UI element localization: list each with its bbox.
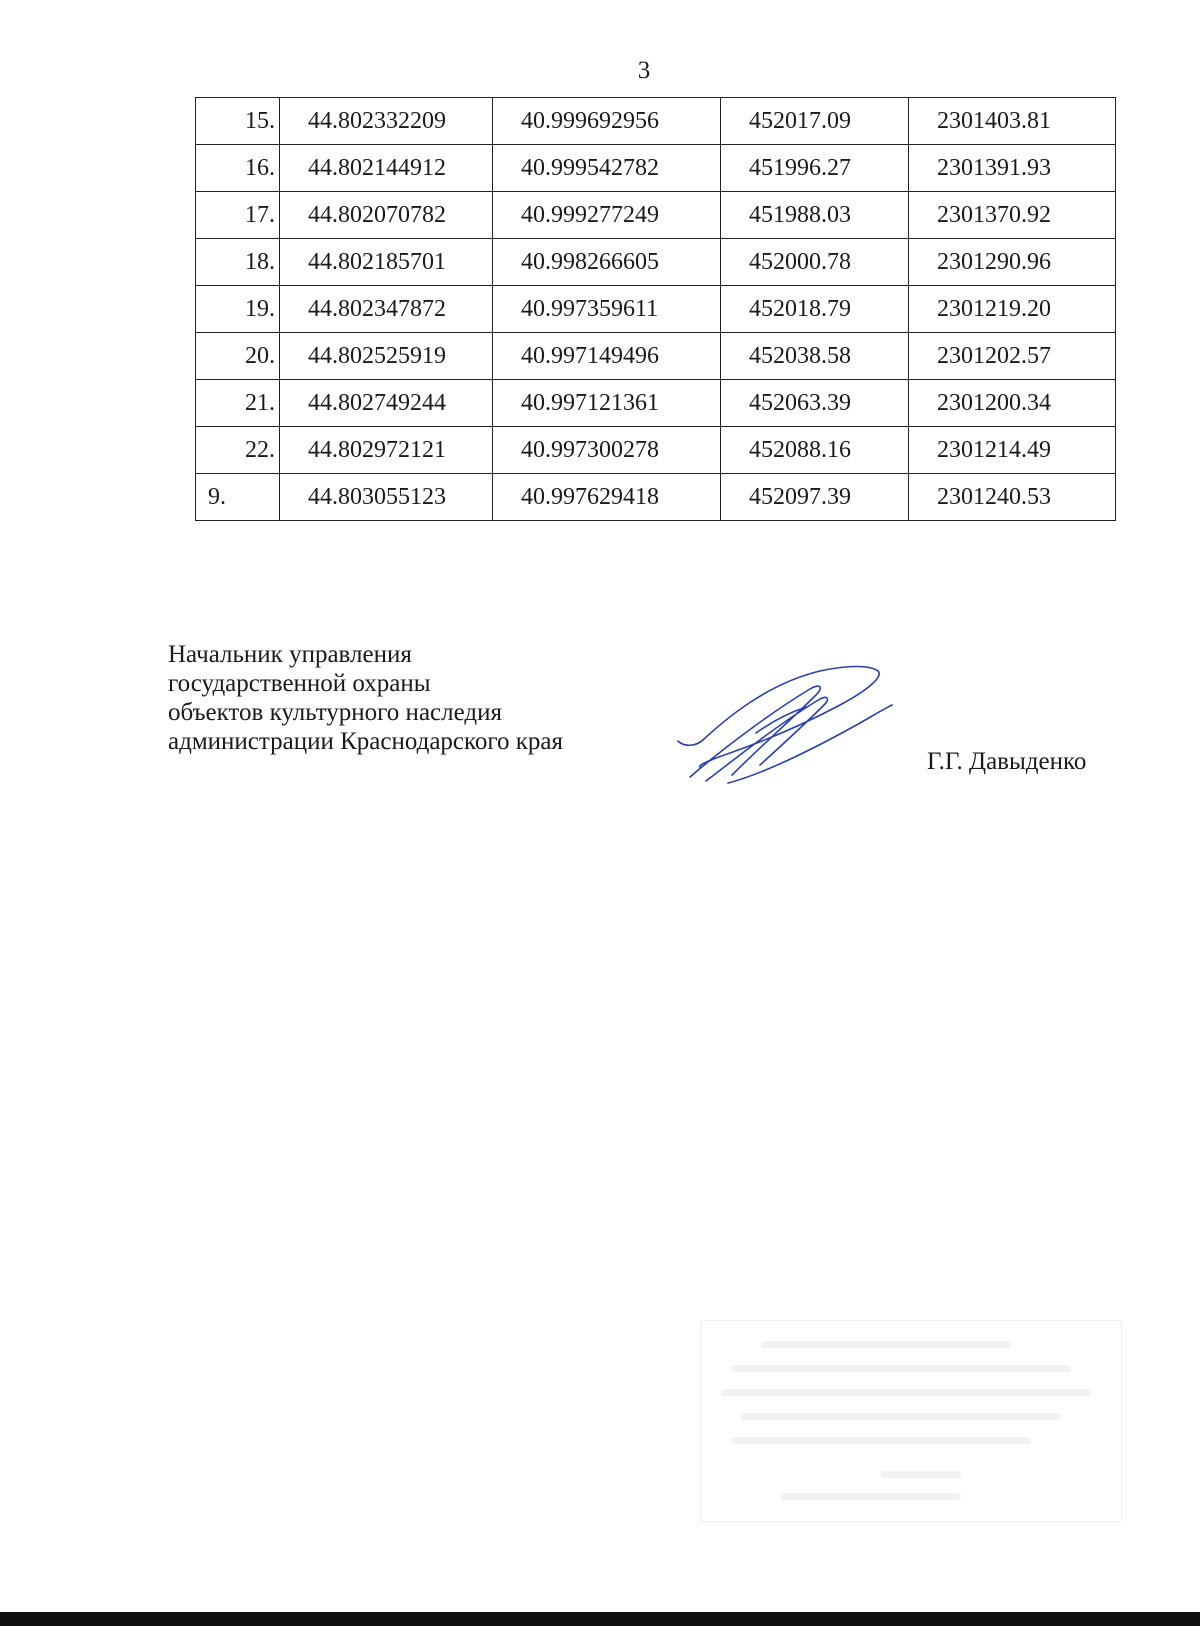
signer-name: Г.Г. Давыденко [927, 748, 1087, 775]
y-coordinate-cell: 2301240.53 [909, 474, 1116, 521]
latitude-cell: 44.802185701 [280, 239, 493, 286]
latitude-cell: 44.802070782 [280, 192, 493, 239]
longitude-cell: 40.997629418 [493, 474, 721, 521]
table-row [196, 380, 1116, 427]
longitude-cell: 40.998266605 [493, 239, 721, 286]
x-coordinate-cell: 452000.78 [721, 239, 909, 286]
latitude-cell: 44.802972121 [280, 427, 493, 474]
latitude-cell: 44.802144912 [280, 145, 493, 192]
table-row [196, 427, 1116, 474]
x-coordinate-cell: 452038.58 [721, 333, 909, 380]
longitude-cell: 40.999692956 [493, 98, 721, 145]
position-line: государственной охраны [168, 670, 431, 697]
latitude-cell: 44.802332209 [280, 98, 493, 145]
longitude-cell: 40.997300278 [493, 427, 721, 474]
point-number: 9. [196, 474, 280, 521]
longitude-cell: 40.999277249 [493, 192, 721, 239]
y-coordinate-cell: 2301403.81 [909, 98, 1116, 145]
y-coordinate-cell: 2301391.93 [909, 145, 1116, 192]
scan-edge [0, 1612, 1200, 1626]
point-number: 20. [196, 333, 280, 380]
point-number: 15. [196, 98, 280, 145]
point-number: 22. [196, 427, 280, 474]
y-coordinate-cell: 2301202.57 [909, 333, 1116, 380]
longitude-cell: 40.997359611 [493, 286, 721, 333]
y-coordinate-cell: 2301290.96 [909, 239, 1116, 286]
y-coordinate-cell: 2301200.34 [909, 380, 1116, 427]
longitude-cell: 40.997149496 [493, 333, 721, 380]
point-number: 19. [196, 286, 280, 333]
x-coordinate-cell: 452063.39 [721, 380, 909, 427]
table-row [196, 239, 1116, 286]
point-number: 18. [196, 239, 280, 286]
latitude-cell: 44.802525919 [280, 333, 493, 380]
x-coordinate-cell: 452017.09 [721, 98, 909, 145]
y-coordinate-cell: 2301214.49 [909, 427, 1116, 474]
coordinates-table [195, 97, 1116, 521]
position-line: администрации Краснодарского края [168, 728, 564, 755]
point-number: 17. [196, 192, 280, 239]
table-row [196, 286, 1116, 333]
latitude-cell: 44.802749244 [280, 380, 493, 427]
page-number: 3 [637, 57, 651, 84]
position-line: Начальник управления [168, 641, 412, 668]
table-row [196, 474, 1116, 521]
position-line: объектов культурного наследия [168, 699, 502, 726]
longitude-cell: 40.999542782 [493, 145, 721, 192]
table-row [196, 192, 1116, 239]
table-row [196, 333, 1116, 380]
point-number: 21. [196, 380, 280, 427]
latitude-cell: 44.802347872 [280, 286, 493, 333]
latitude-cell: 44.803055123 [280, 474, 493, 521]
table-row [196, 98, 1116, 145]
x-coordinate-cell: 452088.16 [721, 427, 909, 474]
longitude-cell: 40.997121361 [493, 380, 721, 427]
y-coordinate-cell: 2301370.92 [909, 192, 1116, 239]
table-row [196, 145, 1116, 192]
y-coordinate-cell: 2301219.20 [909, 286, 1116, 333]
x-coordinate-cell: 452097.39 [721, 474, 909, 521]
x-coordinate-cell: 451988.03 [721, 192, 909, 239]
signature-stroke [678, 667, 879, 768]
handwritten-signature [670, 665, 920, 790]
point-number: 16. [196, 145, 280, 192]
signatory-position [168, 640, 563, 756]
x-coordinate-cell: 451996.27 [721, 145, 909, 192]
faded-stamp [700, 1320, 1122, 1522]
x-coordinate-cell: 452018.79 [721, 286, 909, 333]
